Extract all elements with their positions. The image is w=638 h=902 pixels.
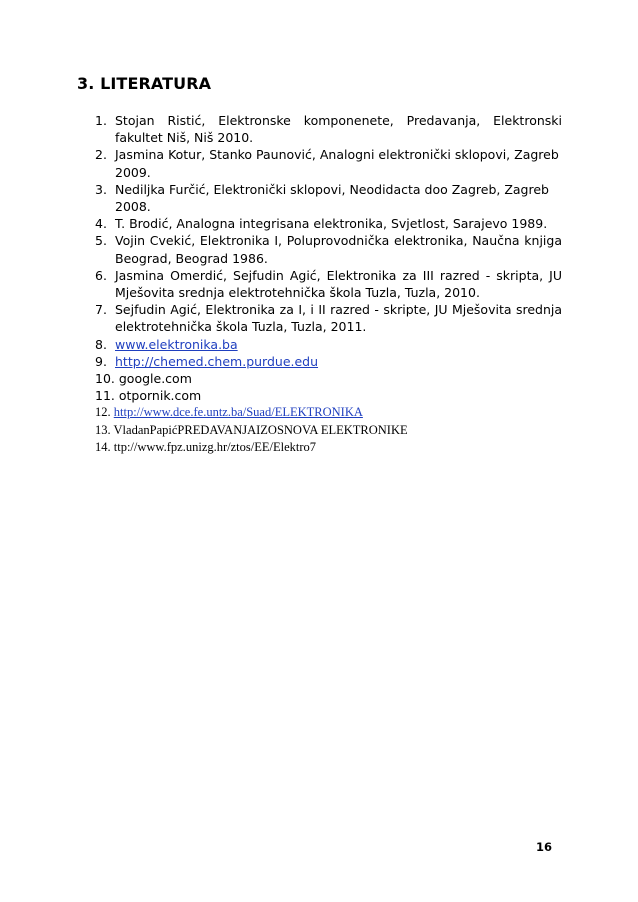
reference-number: 1. <box>95 113 107 128</box>
reference-number: 10. <box>95 371 115 387</box>
reference-text: Jasmina Kotur, Stanko Paunović, Analogni elektronički sklopovi, Zagreb 2009. <box>115 147 559 180</box>
reference-text: Sejfudin Agić, Elektronika za I, i II razred - skripte, JU Mješovita srednja elektrotehnička škola Tuzla, Tuzla, 2011. <box>115 302 562 335</box>
reference-number: 3. <box>95 181 107 197</box>
reference-list <box>95 112 562 456</box>
reference-link-dce[interactable]: http://www.dce.fe.untz.ba/Suad/ELEKTRONIKA <box>113 405 363 420</box>
reference-number: 8. <box>95 336 107 352</box>
reference-item <box>95 404 562 421</box>
reference-number: 13. <box>95 422 111 437</box>
reference-text: Stojan Ristić, Elektronske komponenete, Predavanja, Elektronski fakultet Niš, Niš 2010. <box>115 113 562 146</box>
reference-item <box>95 267 562 301</box>
reference-text: Jasmina Omerdić, Sejfudin Agić, Elektronika za III razred - skripta, JU Mješovita srednja elektrotehnička škola Tuzla, Tuzla, 2010. <box>115 267 562 301</box>
reference-item <box>95 439 562 456</box>
reference-link-chemed[interactable]: http://chemed.chem.purdue.edu <box>115 353 319 369</box>
reference-item <box>95 387 562 404</box>
reference-text: Vojin Cvekić, Elektronika I, Poluprovodnička elektronika, Naučna knjiga Beograd, Beograd 1986. <box>115 233 562 266</box>
reference-item <box>95 232 562 266</box>
reference-link-elektronika[interactable]: www.elektronika.ba <box>115 336 238 352</box>
reference-item <box>95 336 562 353</box>
reference-number: 6. <box>95 267 107 283</box>
reference-text: Nediljka Furčić, Elektronički sklopovi, Neodidacta doo Zagreb, Zagreb 2008. <box>115 181 549 215</box>
reference-item <box>95 181 562 215</box>
reference-text: otpornik.com <box>118 388 202 404</box>
reference-item <box>95 112 562 146</box>
reference-number: 9. <box>95 353 107 369</box>
section-heading: 3. LITERATURA <box>77 74 212 93</box>
reference-number: 14. <box>95 439 111 454</box>
reference-text: google.com <box>118 371 192 387</box>
reference-number: 11. <box>95 388 115 404</box>
reference-text: VladanPapićPREDAVANJAIZOSNOVA ELEKTRONIKE <box>113 422 408 437</box>
reference-item <box>95 370 562 387</box>
reference-text: ttp://www.fpz.unizg.hr/ztos/EE/Elektro7 <box>113 439 317 454</box>
reference-item <box>95 422 562 439</box>
reference-item <box>95 215 562 232</box>
reference-number: 4. <box>95 216 107 232</box>
reference-text: T. Brodić, Analogna integrisana elektronika, Svjetlost, Sarajevo 1989. <box>115 216 548 232</box>
reference-number: 12. <box>95 405 111 420</box>
reference-item <box>95 301 562 335</box>
reference-number: 2. <box>95 147 107 163</box>
reference-item <box>95 353 562 370</box>
reference-number: 7. <box>95 302 107 318</box>
reference-item <box>95 146 562 180</box>
reference-number: 5. <box>95 233 107 249</box>
page-number: 16 <box>536 840 553 854</box>
